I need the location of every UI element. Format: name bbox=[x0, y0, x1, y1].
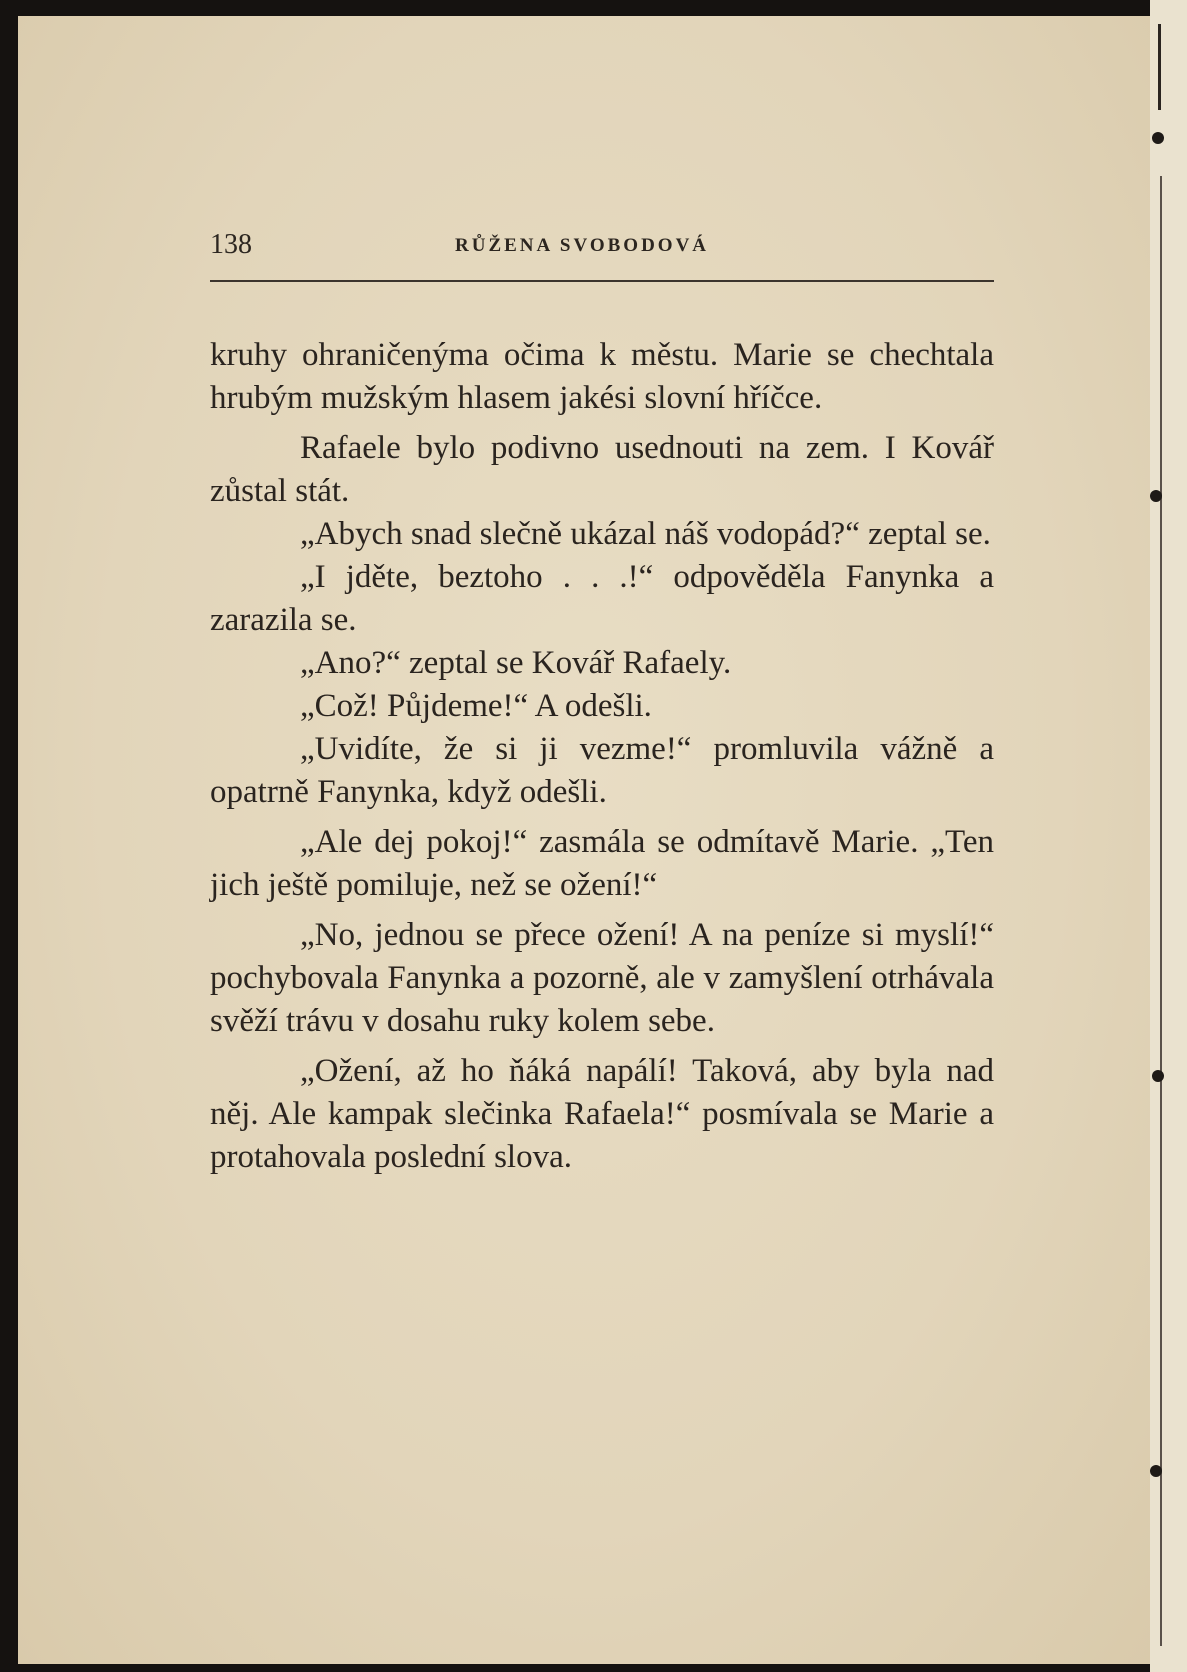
paragraph: „Ano?“ zeptal se Kovář Rafaely. bbox=[300, 645, 732, 681]
spine-dot bbox=[1150, 490, 1162, 502]
paragraph: „Což! Půjdeme!“ A odešli. bbox=[300, 688, 652, 724]
paragraph: kruhy ohraničenýma očima k městu. Marie se chechtala hrubým mužským hlasem jakési slovní hříčce. bbox=[210, 337, 994, 416]
spine-mark bbox=[1158, 24, 1161, 110]
paragraph: „Uvidíte, že si ji vezme!“ promluvila vážně a opatrně Fanynka, když odešli. bbox=[210, 731, 994, 810]
paragraph: „Ožení, až ho ňáká napálí! Taková, aby byla nad něj. Ale kampak slečinka Rafaela!“ posmívala se Marie a protahovala poslední slova. bbox=[210, 1053, 994, 1175]
page-header bbox=[210, 229, 994, 263]
running-head: RŮŽENA SVOBODOVÁ bbox=[455, 235, 710, 256]
paragraph: „I jděte, beztoho . . .!“ odpověděla Fanynka a zarazila se. bbox=[210, 559, 994, 638]
paragraph: „Ale dej pokoj!“ zasmála se odmítavě Marie. „Ten jich ještě pomiluje, než se ožení!“ bbox=[210, 824, 994, 903]
spine-dot bbox=[1152, 1070, 1164, 1082]
paragraph: „Abych snad slečně ukázal náš vodopád?“ zeptal se. bbox=[300, 516, 991, 552]
paragraph: „No, jednou se přece ožení! A na peníze si myslí!“ pochybovala Fanynka a pozorně, ale v zamyšlení otrhávala svěží trávu v dosahu ruky kolem sebe. bbox=[210, 917, 994, 1039]
paragraph: Rafaele bylo podivno usednouti na zem. I Kovář zůstal stát. bbox=[210, 430, 994, 509]
spine-dot bbox=[1150, 1465, 1162, 1477]
spine-dot bbox=[1152, 132, 1164, 144]
page-number: 138 bbox=[210, 229, 252, 260]
page-spine bbox=[1150, 0, 1187, 1672]
spine-mark bbox=[1160, 176, 1162, 1646]
body-text bbox=[210, 334, 994, 1179]
header-rule bbox=[210, 280, 994, 282]
